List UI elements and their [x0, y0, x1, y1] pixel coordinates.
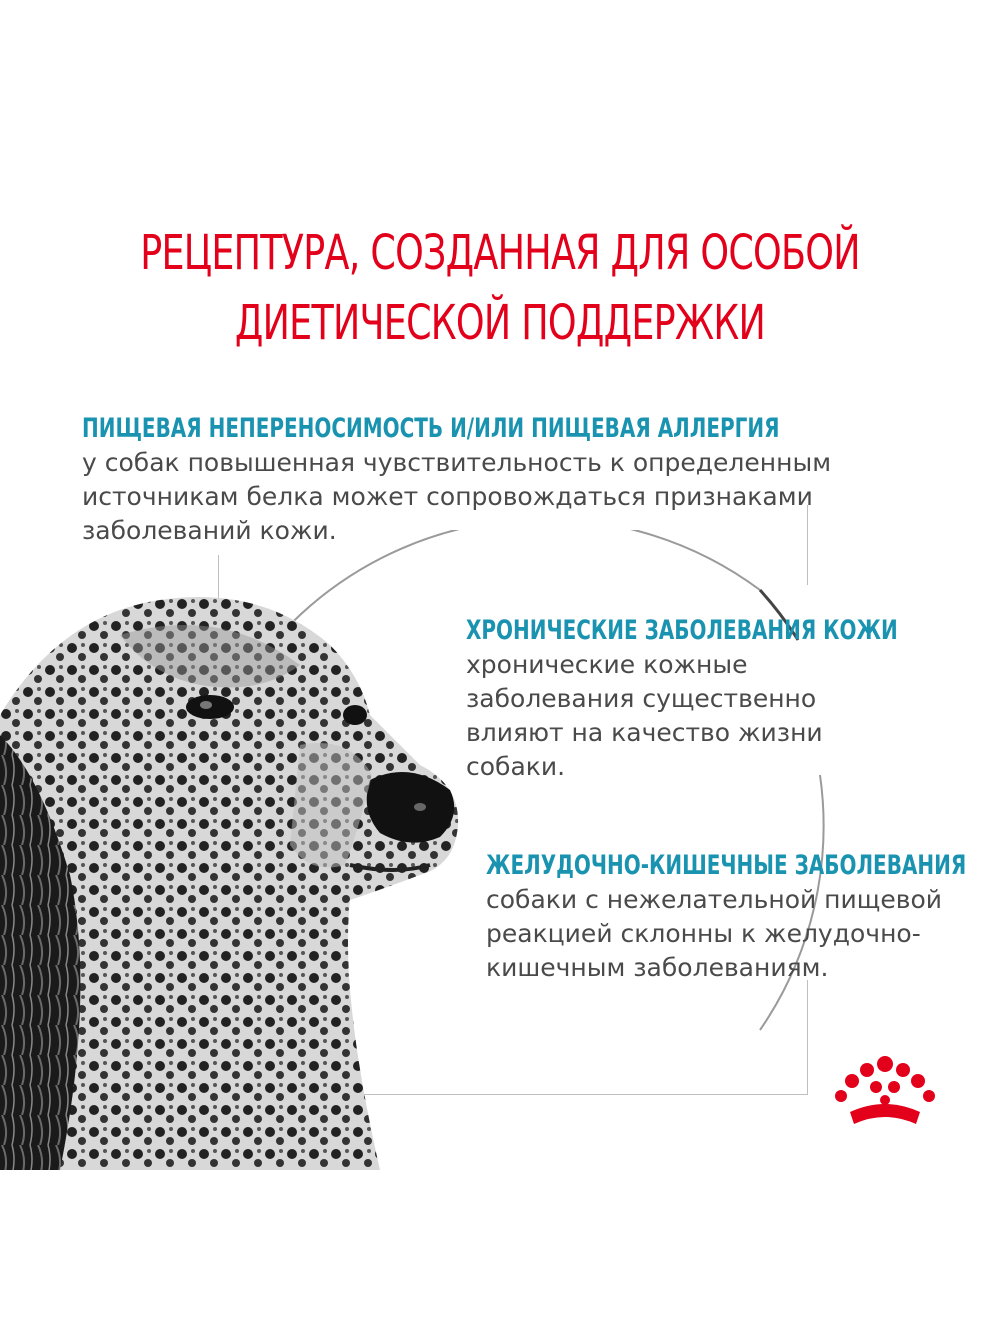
benefit-text-line: кишечным заболеваниям.: [486, 953, 829, 982]
dog-photo: [0, 575, 470, 1170]
headline-line-1: РЕЦЕПТУРА, СОЗДАННАЯ ДЛЯ ОСОБОЙ: [140, 225, 860, 281]
benefit-text-line: источникам белка может сопровождаться признаками: [82, 482, 813, 511]
benefit-text-line: заболеваний кожи.: [82, 516, 337, 545]
benefit-text: [466, 648, 1000, 784]
benefit-food-intolerance: [82, 412, 1000, 548]
benefit-text: [82, 446, 1000, 548]
benefit-text-line: хронические кожные: [466, 650, 748, 679]
benefit-chronic-skin: [466, 614, 1000, 784]
headline-line-2: ДИЕТИЧЕСКОЙ ПОДДЕРЖКИ: [234, 295, 766, 351]
crown-logo-icon: [830, 1050, 940, 1140]
headline: [120, 218, 880, 358]
benefit-text: [486, 883, 1000, 985]
benefit-title: ХРОНИЧЕСКИЕ ЗАБОЛЕВАНИЯ КОЖИ: [466, 615, 898, 646]
benefit-gastrointestinal: [486, 849, 1000, 985]
benefit-text-line: у собак повышенная чувствительность к определенным: [82, 448, 832, 477]
benefit-title: ЖЕЛУДОЧНО-КИШЕЧНЫЕ ЗАБОЛЕВАНИЯ: [486, 850, 967, 881]
benefit-text-line: собаки.: [466, 752, 566, 781]
benefit-text-line: влияют на качество жизни: [466, 718, 823, 747]
benefit-text-line: заболевания существенно: [466, 684, 817, 713]
benefit-text-line: собаки с нежелательной пищевой: [486, 885, 942, 914]
benefit-title: ПИЩЕВАЯ НЕПЕРЕНОСИМОСТЬ И/ИЛИ ПИЩЕВАЯ АЛЛЕРГИЯ: [82, 413, 780, 444]
benefit-text-line: реакцией склонны к желудочно-: [486, 919, 921, 948]
